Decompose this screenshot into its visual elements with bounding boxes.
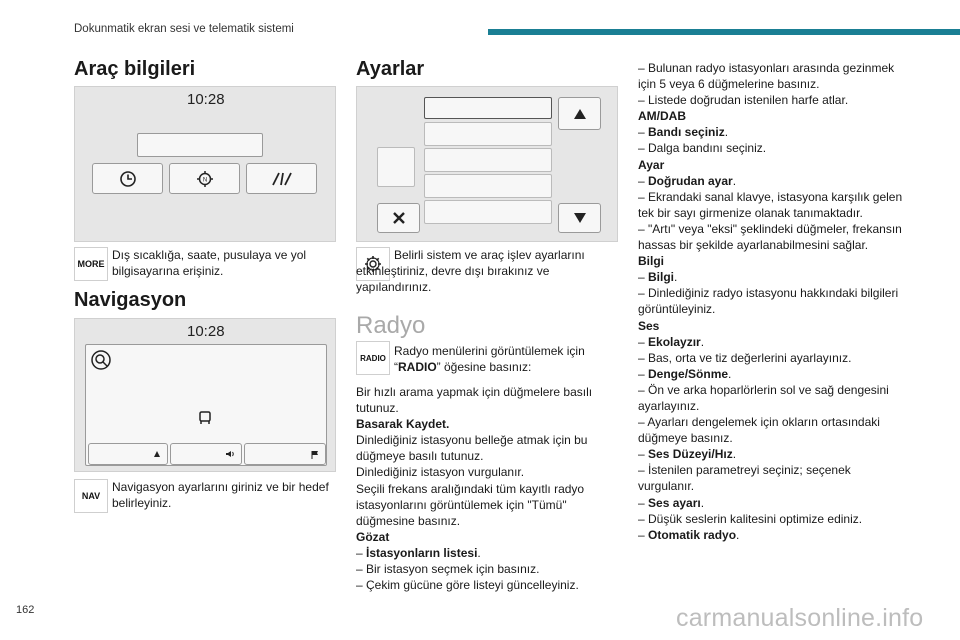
nav-voice-button bbox=[170, 443, 242, 465]
text-line: – Dalga bandını seçiniz. bbox=[638, 141, 767, 156]
triangle-up-icon bbox=[573, 108, 587, 120]
menu-option-label: Doğrudan ayar bbox=[648, 173, 733, 188]
list-dash: – bbox=[638, 334, 649, 349]
text-line bbox=[638, 173, 910, 189]
section-title-navigation: Navigasyon bbox=[74, 289, 187, 311]
nav-destination-button bbox=[244, 443, 326, 465]
compass-icon bbox=[196, 170, 214, 188]
text-line bbox=[356, 545, 608, 561]
punctuation: . bbox=[700, 495, 705, 510]
text-line: Basarak Kaydet. bbox=[356, 417, 450, 432]
close-icon bbox=[392, 211, 406, 225]
settings-row bbox=[424, 200, 552, 224]
screen-clock: 10:28 bbox=[187, 323, 225, 340]
speaker-icon bbox=[225, 450, 235, 458]
text-line: – Listede doğrudan istenilen harfe atlar. bbox=[638, 93, 849, 108]
menu-option-label: Bilgi bbox=[648, 270, 675, 285]
text-line: – Çekim gücüne göre listeyi güncelleyiniz. bbox=[356, 578, 579, 593]
page-number: 162 bbox=[16, 604, 35, 616]
text-line: Dinlediğiniz istasyon vurgulanır. bbox=[356, 465, 525, 480]
list-dash: – bbox=[638, 270, 649, 285]
menu-option-label: Ses ayarı bbox=[648, 495, 701, 510]
header-accent-bar bbox=[488, 29, 960, 35]
text-line: – "Artı" veya "eksi" şeklindeki düğmeler, frekansın hassas bir şekilde ayarlanabilmesini sağlar. bbox=[638, 221, 902, 253]
settings-row bbox=[424, 174, 552, 198]
menu-option-label: Ekolayzır bbox=[648, 334, 701, 349]
text-line bbox=[638, 527, 910, 543]
text-line: Bilgi bbox=[638, 254, 664, 269]
text-line bbox=[638, 269, 910, 285]
text-line: – Bir istasyon seçmek için basınız. bbox=[356, 562, 540, 577]
clock-button bbox=[92, 163, 163, 194]
punctuation: . bbox=[728, 366, 732, 381]
nav-badge: NAV bbox=[74, 479, 108, 513]
settings-screen-illustration bbox=[356, 86, 618, 242]
more-badge: MORE bbox=[74, 247, 108, 281]
info-panel bbox=[137, 133, 263, 157]
menu-option-label: Otomatik radyo bbox=[648, 527, 737, 542]
list-dash: – bbox=[638, 495, 649, 510]
search-icon bbox=[90, 349, 112, 371]
text-line bbox=[638, 366, 910, 382]
list-dash: – bbox=[638, 447, 649, 462]
punctuation: . bbox=[674, 270, 678, 285]
text-line bbox=[638, 124, 910, 140]
close-button bbox=[377, 203, 420, 233]
arrow-up-icon bbox=[153, 450, 161, 458]
navigation-screen-illustration bbox=[74, 318, 336, 472]
section-title-settings: Ayarlar bbox=[356, 58, 425, 80]
menu-option-label: Denge/Sönme bbox=[648, 366, 729, 381]
list-dash: – bbox=[638, 366, 649, 381]
punctuation: . bbox=[700, 334, 705, 349]
text-line: – İstenilen parametreyi seçiniz; seçenek vurgulanır. bbox=[638, 463, 851, 494]
text-line: – Bulunan radyo istasyonları arasında gezinmek için 5 veya 6 düğmelerine basınız. bbox=[638, 61, 895, 92]
road-icon bbox=[271, 171, 293, 187]
menu-option-label: Ses Düzeyi/Hız bbox=[648, 447, 733, 462]
settings-row bbox=[424, 148, 552, 172]
text-line: – Bas, orta ve tiz değerlerini ayarlayınız. bbox=[638, 350, 852, 365]
punctuation: . bbox=[724, 125, 729, 140]
text-line: Gözat bbox=[356, 529, 390, 544]
vehicle-info-screen-illustration bbox=[74, 86, 336, 242]
settings-header-field bbox=[424, 97, 552, 119]
text-line: Ayar bbox=[638, 157, 665, 172]
watermark: carmanualsonline.info bbox=[676, 604, 924, 632]
settings-side-panel bbox=[377, 147, 415, 187]
settings-description: Belirli sistem ve araç işlev ayarlarını etkinleştiriniz, devre dışı bırakınız ve yapılandırınız. bbox=[356, 248, 585, 294]
radio-intro: Radyo menülerini görüntülemek için “RADIO” öğesine basınız: bbox=[394, 344, 585, 374]
text-line bbox=[638, 495, 910, 511]
flag-icon bbox=[311, 450, 319, 459]
scroll-down-button bbox=[558, 203, 601, 233]
punctuation: . bbox=[477, 545, 481, 560]
menu-option-label: İstasyonların listesi bbox=[366, 545, 478, 560]
radio-text-column-3 bbox=[638, 60, 910, 543]
list-dash: – bbox=[638, 125, 649, 140]
section-title-radio: Radyo bbox=[356, 312, 426, 339]
punctuation: . bbox=[732, 447, 737, 462]
section-title-vehicle-info: Araç bilgileri bbox=[74, 58, 196, 80]
trip-computer-button bbox=[246, 163, 317, 194]
text-line: – Ekrandaki sanal klavye, istasyona karşılık gelen tek bir sayı girmenize olanak tanımaktadır. bbox=[638, 189, 903, 220]
text-line: Bir hızlı arama yapmak için düğmelere basılı tutunuz. bbox=[356, 385, 593, 416]
menu-option-label: Bandı seçiniz bbox=[648, 125, 725, 140]
text-line: – Dinlediğiniz radyo istasyonu hakkındaki bilgileri görüntüleyiniz. bbox=[638, 286, 899, 317]
text-line bbox=[638, 446, 910, 462]
radio-text-column-2 bbox=[356, 384, 608, 593]
text-line: – Ön ve arka hoparlörlerin sol ve sağ dengesini ayarlayınız. bbox=[638, 382, 889, 413]
screen-clock: 10:28 bbox=[187, 91, 225, 108]
vehicle-info-description: Dış sıcaklığa, saate, pusulaya ve yol bilgisayarına erişiniz. bbox=[112, 248, 307, 278]
triangle-down-icon bbox=[573, 212, 587, 224]
text-line: – Ayarları dengelemek için okların ortasındaki düğmeye basınız. bbox=[638, 415, 880, 446]
text-line: AM/DAB bbox=[638, 109, 686, 124]
punctuation: . bbox=[736, 527, 740, 542]
clock-icon bbox=[119, 170, 137, 188]
map-panel bbox=[85, 344, 327, 466]
list-dash: – bbox=[638, 173, 649, 188]
text-line bbox=[638, 334, 910, 350]
list-dash: – bbox=[638, 527, 649, 542]
navigation-description: Navigasyon ayarlarını giriniz ve bir hedef belirleyiniz. bbox=[112, 480, 329, 510]
settings-row bbox=[424, 122, 552, 146]
scroll-up-button bbox=[558, 97, 601, 130]
compass-button bbox=[169, 163, 240, 194]
text-line: Seçili frekans aralığındaki tüm kayıtlı radyo istasyonlarını görüntülemek için "Tümü" düğmesine basınız. bbox=[356, 481, 585, 528]
nav-menu-button bbox=[88, 443, 168, 465]
radio-badge: RADIO bbox=[356, 341, 390, 375]
text-line: Dinlediğiniz istasyonu belleğe atmak için bu düğmeye basılı tutunuz. bbox=[356, 433, 588, 464]
running-header: Dokunmatik ekran sesi ve telematik sistemi bbox=[74, 23, 294, 35]
vehicle-position-icon bbox=[197, 410, 213, 426]
list-dash: – bbox=[356, 545, 367, 560]
text-line: Ses bbox=[638, 318, 660, 333]
punctuation: . bbox=[732, 173, 737, 188]
text-line: – Düşük seslerin kalitesini optimize ediniz. bbox=[638, 511, 863, 526]
svg-text:N: N bbox=[202, 177, 207, 183]
